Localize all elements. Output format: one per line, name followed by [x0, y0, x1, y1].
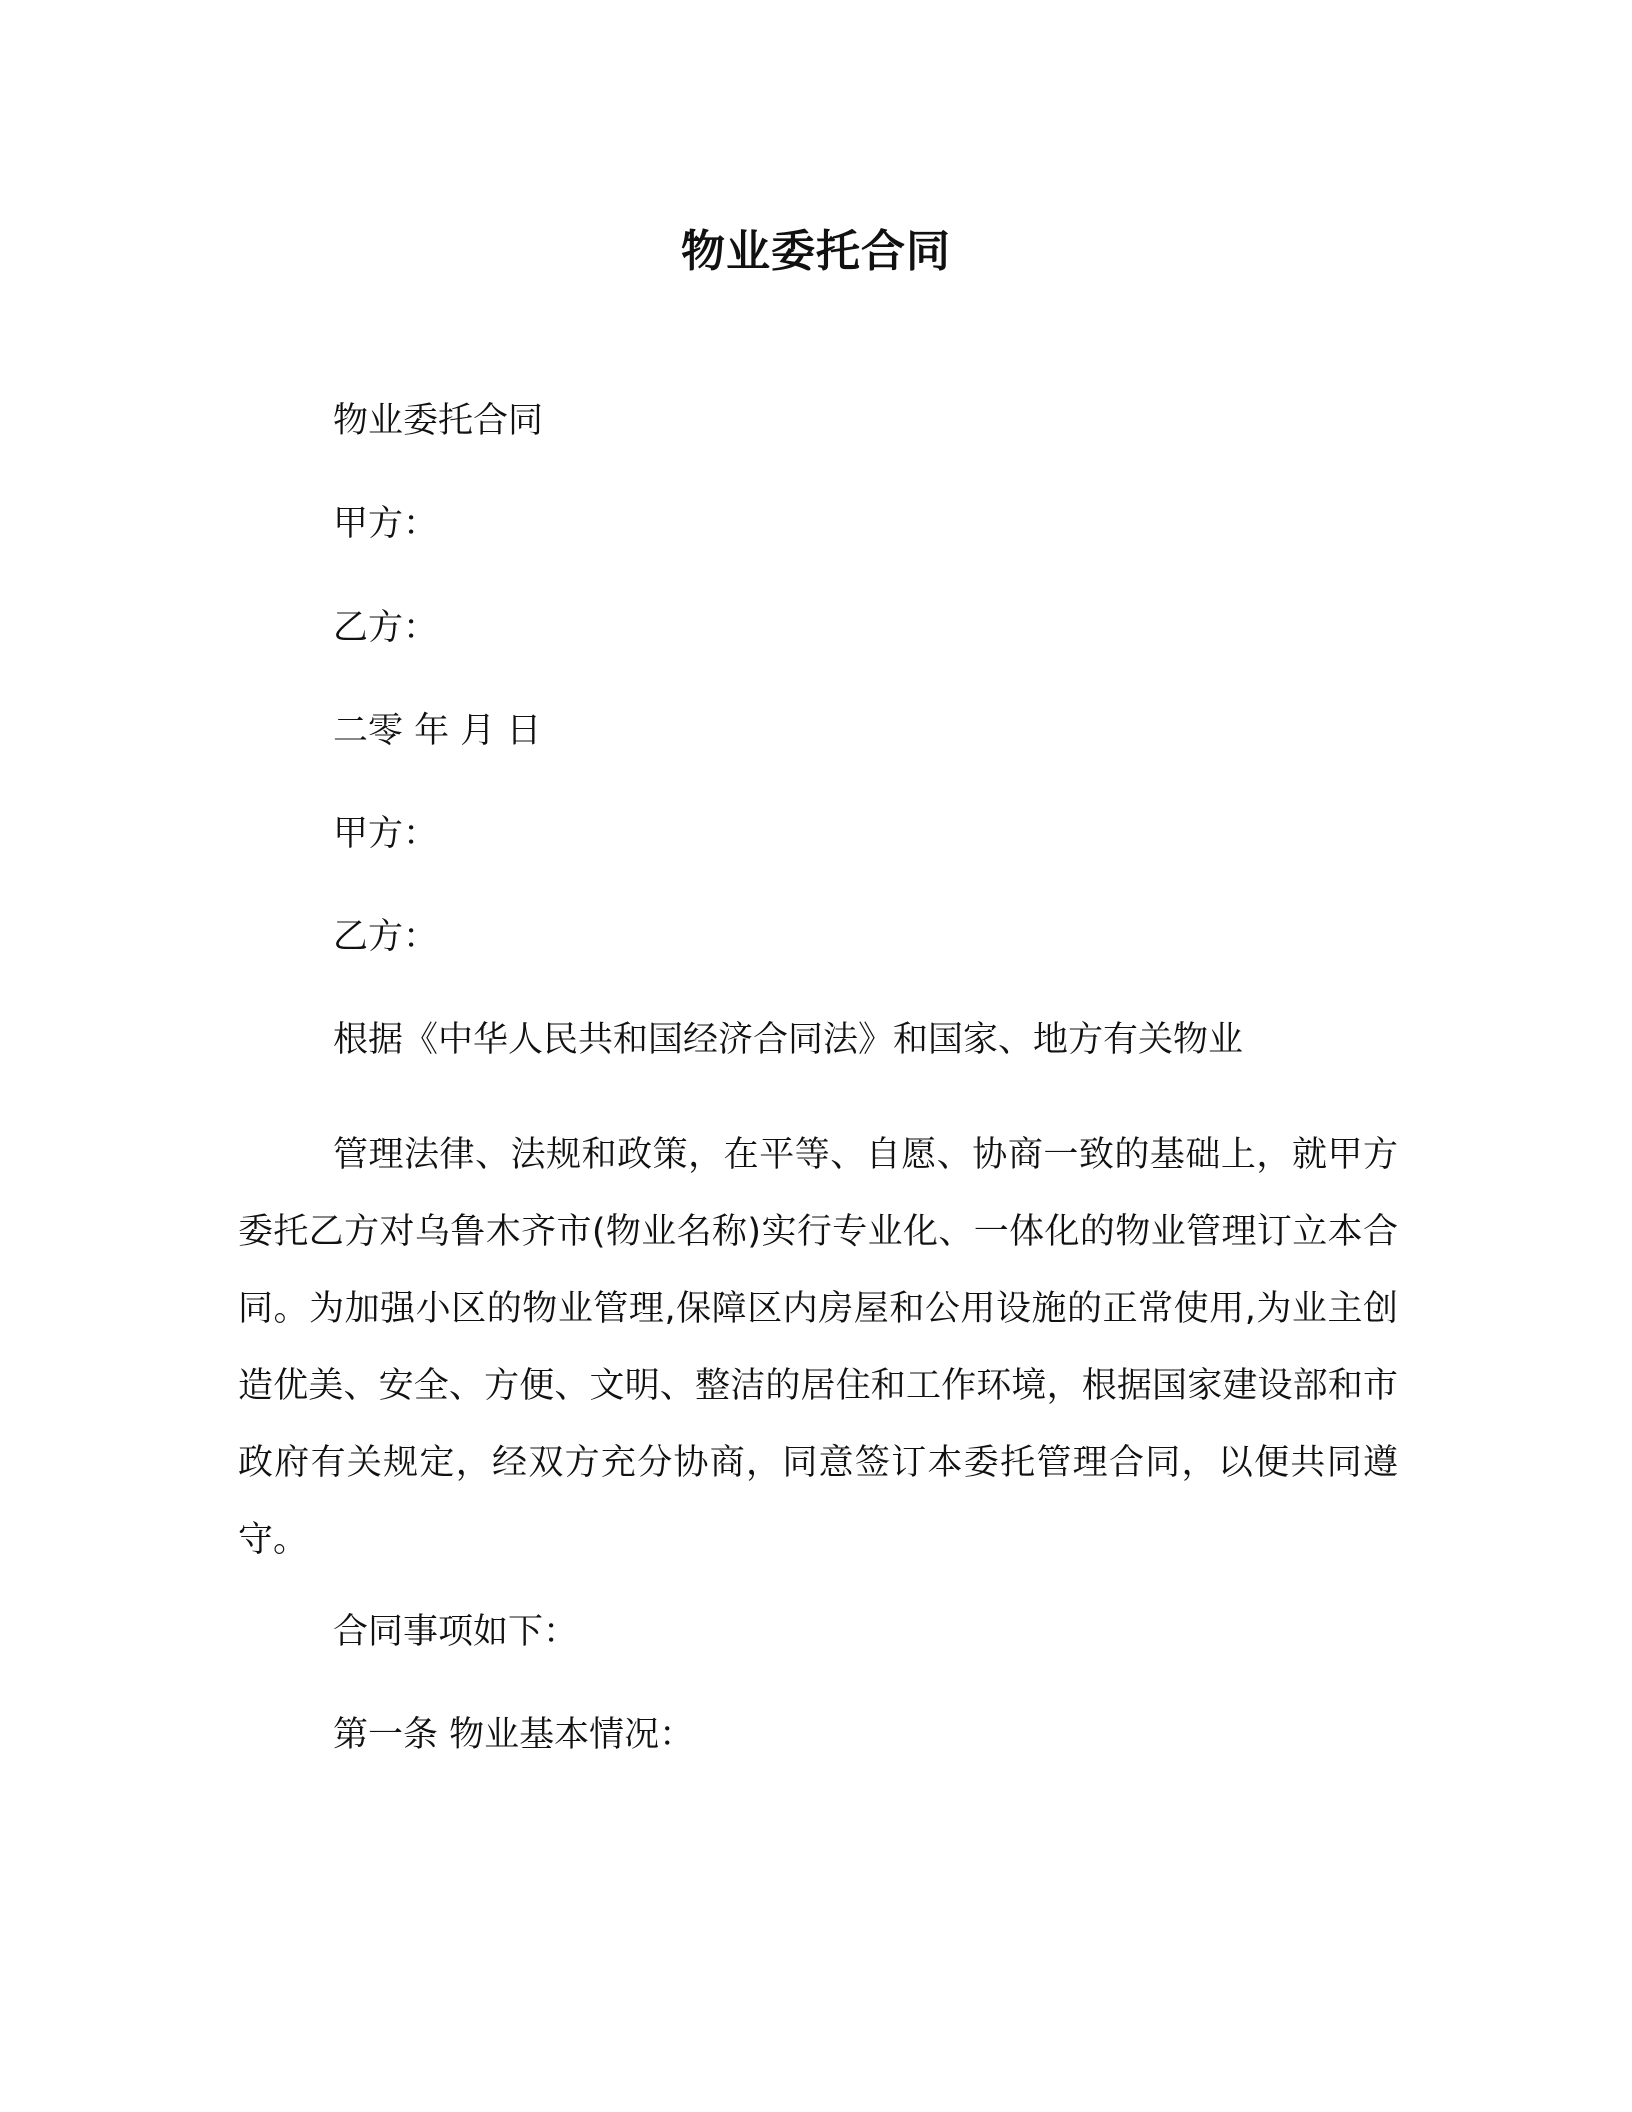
article-one-heading: 第一条 物业基本情况： [333, 1715, 695, 1755]
basis-line: 根据《中华人民共和国经济合同法》和国家、地方有关物业 [333, 1020, 1244, 1060]
party-b-line: 乙方： [333, 608, 439, 648]
matters-heading: 合同事项如下： [333, 1612, 579, 1652]
subtitle-line: 物业委托合同 [333, 401, 544, 441]
preamble-paragraph: 管理法律、法规和政策，在平等、自愿、协商一致的基础上，就甲方委托乙方对乌鲁木齐市(物业名称)实行专业化、一体化的物业管理订立本合同。为加强小区的物业管理,保障区内房屋和公用设施的正常使用,为业主创造优美、安全、方便、文明、整洁的居住和工作环境，根据国家建设部和市政府有关规定，经双方充分协商，同意签订本委托管理合同，以便共同遵守。 [238, 1135, 1398, 1560]
party-a-line-2: 甲方： [333, 814, 439, 854]
date-line: 二零 年 月 日 [333, 711, 542, 751]
party-a-line: 甲方： [333, 504, 439, 544]
document-title: 物业委托合同 [681, 226, 951, 277]
party-b-line-2: 乙方： [333, 917, 439, 957]
